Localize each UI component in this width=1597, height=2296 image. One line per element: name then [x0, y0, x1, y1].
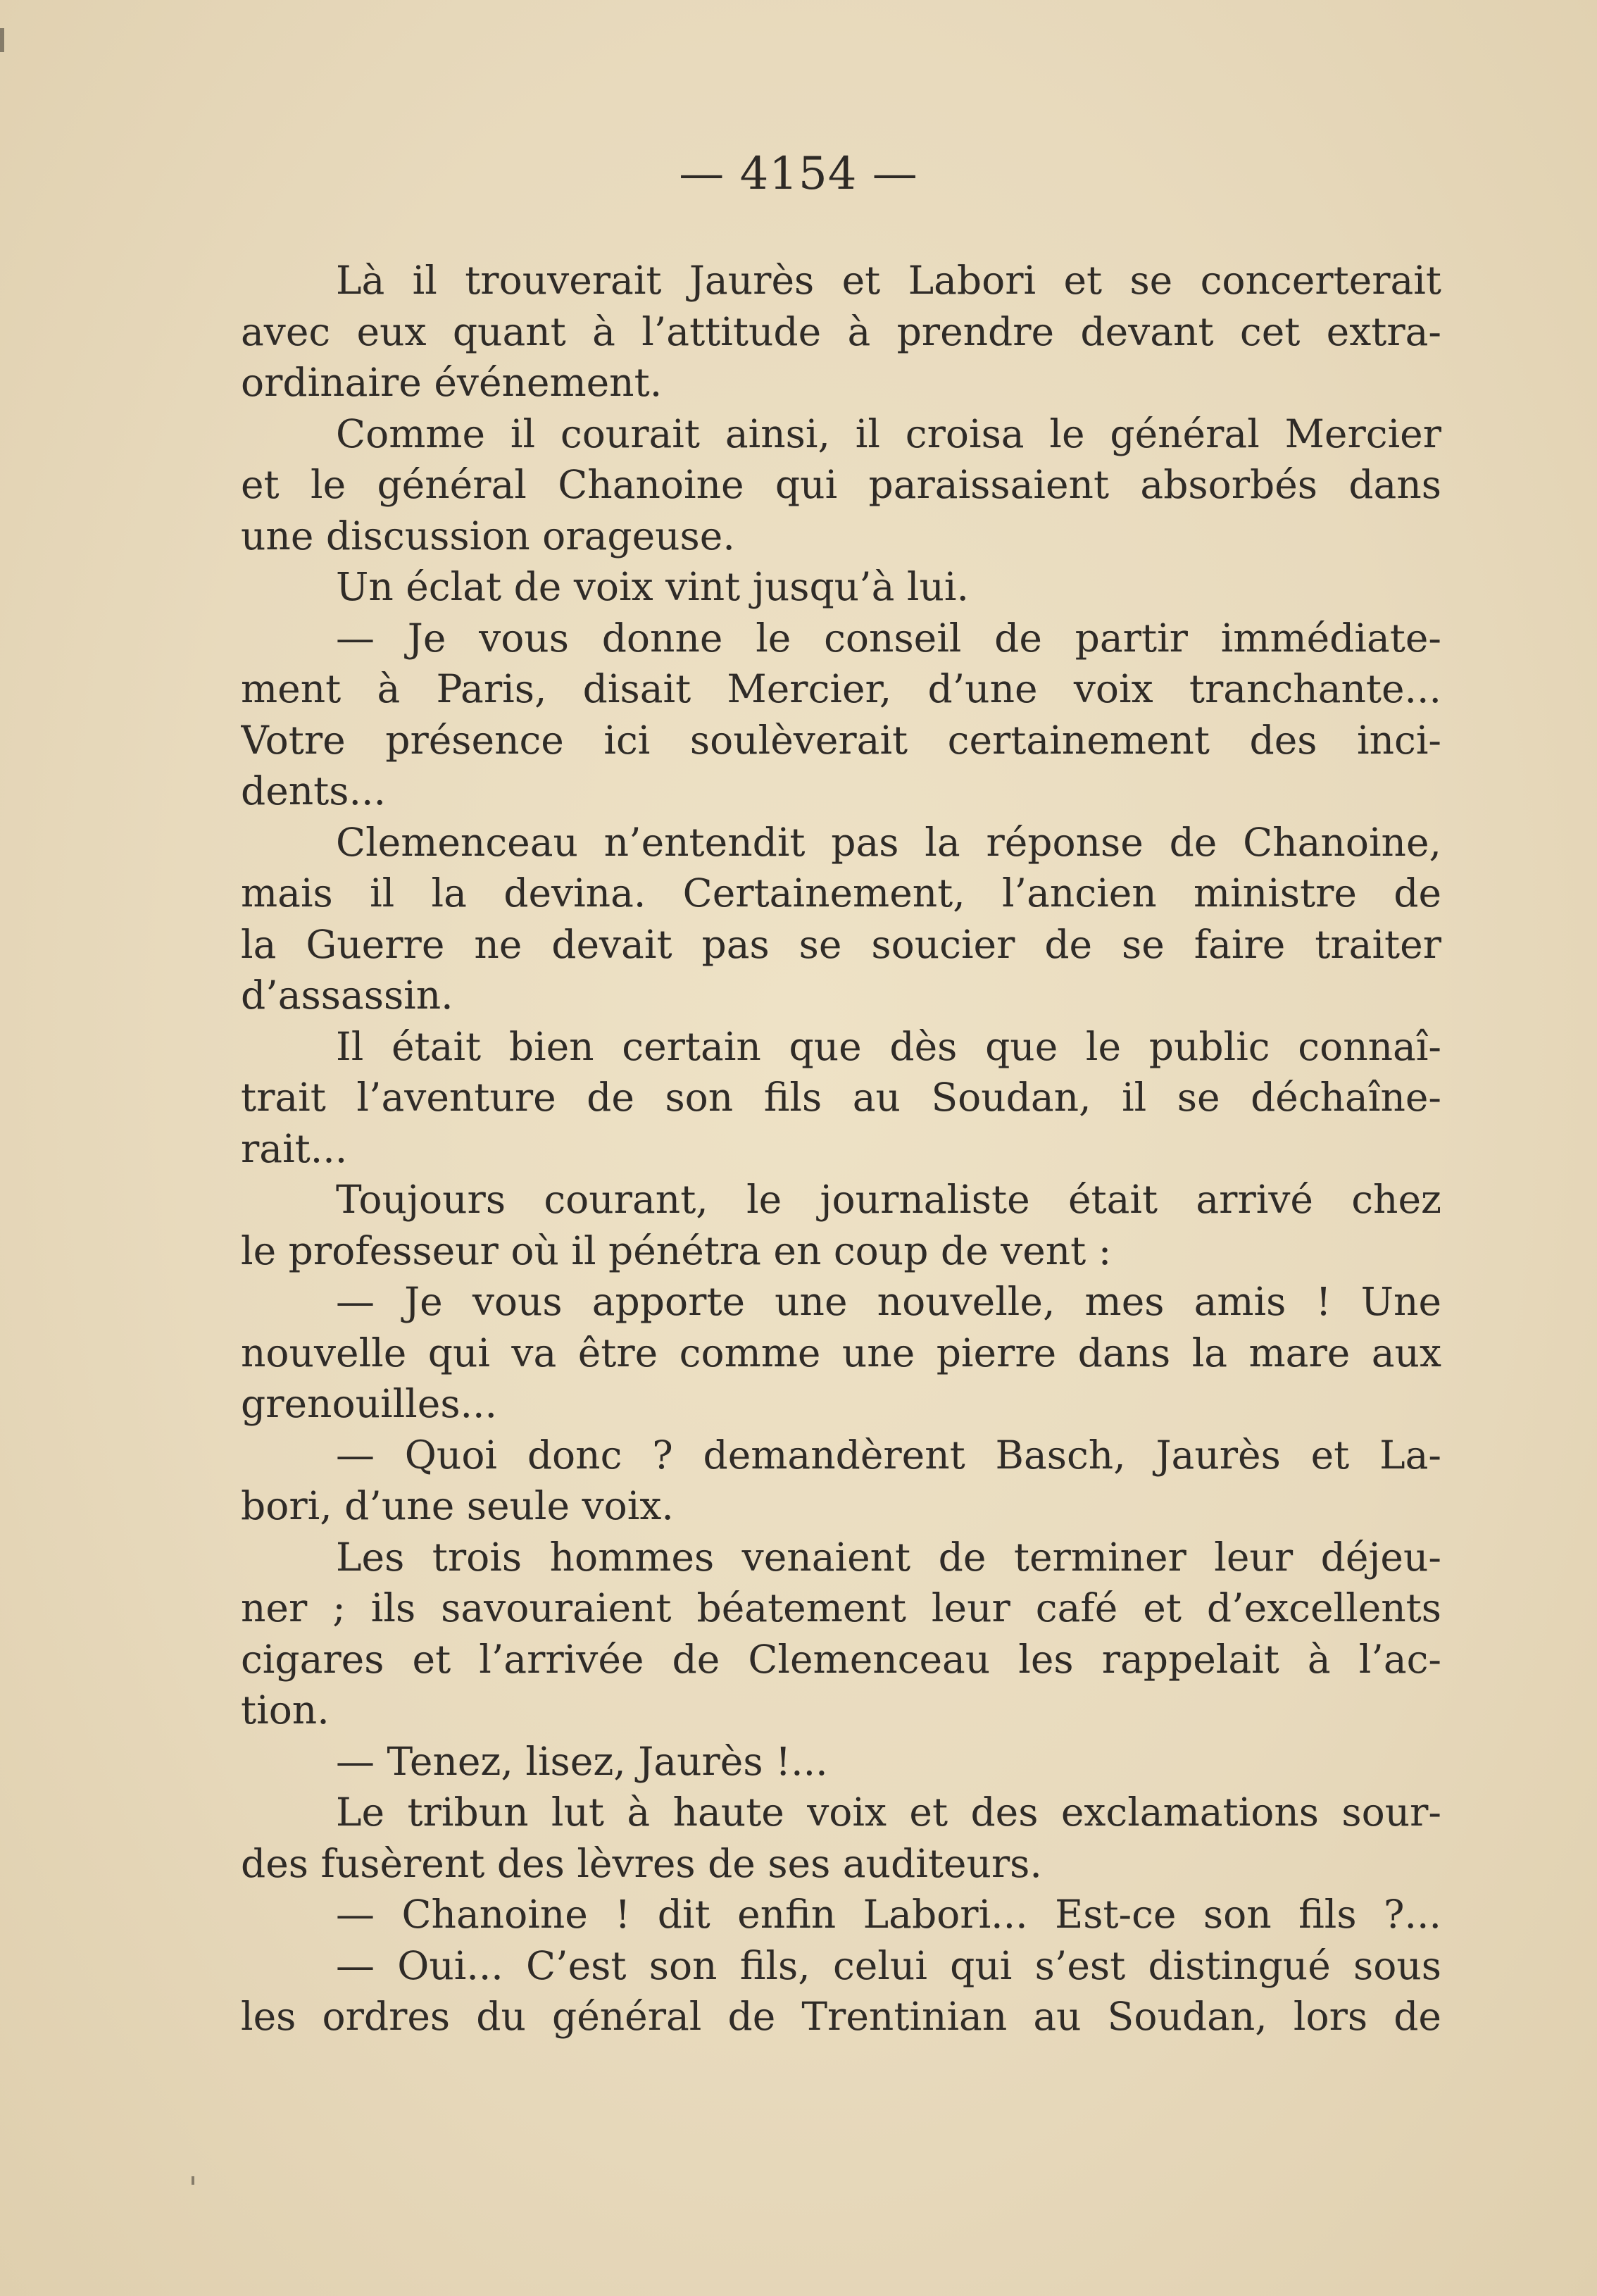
text-line: une discussion orageuse.	[241, 513, 735, 559]
text-line: d’assassin.	[241, 973, 453, 1018]
text-line: cigares et l’arrivée de Clemenceau les rappelait à l’ac-	[241, 1636, 1441, 1682]
ink-speck	[0, 28, 4, 52]
text-line: ner ; ils savouraient béatement leur café et d’excellents	[241, 1585, 1441, 1630]
text-line: trait l’aventure de son fils au Soudan, il se déchaîne-	[241, 1075, 1441, 1120]
text-line: — Je vous donne le conseil de partir immédiate-	[336, 615, 1441, 661]
text-line: la Guerre ne devait pas se soucier de se faire traiter	[241, 921, 1441, 967]
text-line: dents...	[241, 768, 386, 813]
text-line: Un éclat de voix vint jusqu’à lui.	[336, 564, 969, 609]
text-line: avec eux quant à l’attitude à prendre devant cet extra-	[241, 308, 1441, 354]
text-line: tion.	[241, 1687, 330, 1733]
text-line: Le tribun lut à haute voix et des exclamations sour-	[336, 1790, 1441, 1835]
text-line: Clemenceau n’entendit pas la réponse de Chanoine,	[336, 819, 1441, 865]
text-line: Toujours courant, le journaliste était arrivé chez	[336, 1177, 1441, 1222]
text-line: Les trois hommes venaient de terminer leur déjeu-	[336, 1534, 1441, 1580]
text-line: — Oui... C’est son fils, celui qui s’est distingué sous	[336, 1942, 1441, 1988]
ink-speck	[192, 2176, 194, 2185]
page-text	[241, 255, 1441, 2042]
page-number: — 4154 —	[679, 148, 918, 200]
text-line: et le général Chanoine qui paraissaient absorbés dans	[241, 462, 1441, 507]
text-line: des fusèrent des lèvres de ses auditeurs.	[241, 1840, 1042, 1886]
text-line: le professeur où il pénétra en coup de vent :	[241, 1228, 1112, 1273]
text-line: les ordres du général de Trentinian au Soudan, lors de	[241, 1994, 1441, 2039]
text-line: ordinaire événement.	[241, 360, 663, 405]
text-line: mais il la devina. Certainement, l’ancien ministre de	[241, 871, 1441, 916]
text-line: ment à Paris, disait Mercier, d’une voix tranchante...	[241, 666, 1441, 711]
text-line: bori, d’une seule voix.	[241, 1483, 674, 1528]
text-line: — Tenez, lisez, Jaurès !...	[336, 1738, 828, 1784]
text-line: Il était bien certain que dès que le public connaî-	[336, 1023, 1441, 1069]
text-line: rait...	[241, 1125, 348, 1171]
text-line: Votre présence ici soulèverait certainement des inci-	[241, 717, 1441, 763]
text-line: Comme il courait ainsi, il croisa le général Mercier	[336, 411, 1441, 456]
text-line: — Je vous apporte une nouvelle, mes amis ! Une	[336, 1279, 1441, 1324]
text-line: grenouilles...	[241, 1381, 497, 1426]
text-line: — Chanoine ! dit enfin Labori... Est-ce son fils ?...	[336, 1892, 1441, 1937]
text-line: — Quoi donc ? demandèrent Basch, Jaurès et La-	[336, 1432, 1441, 1478]
text-line: Là il trouverait Jaurès et Labori et se concerterait	[336, 258, 1441, 303]
text-line: nouvelle qui va être comme une pierre dans la mare aux	[241, 1330, 1441, 1375]
